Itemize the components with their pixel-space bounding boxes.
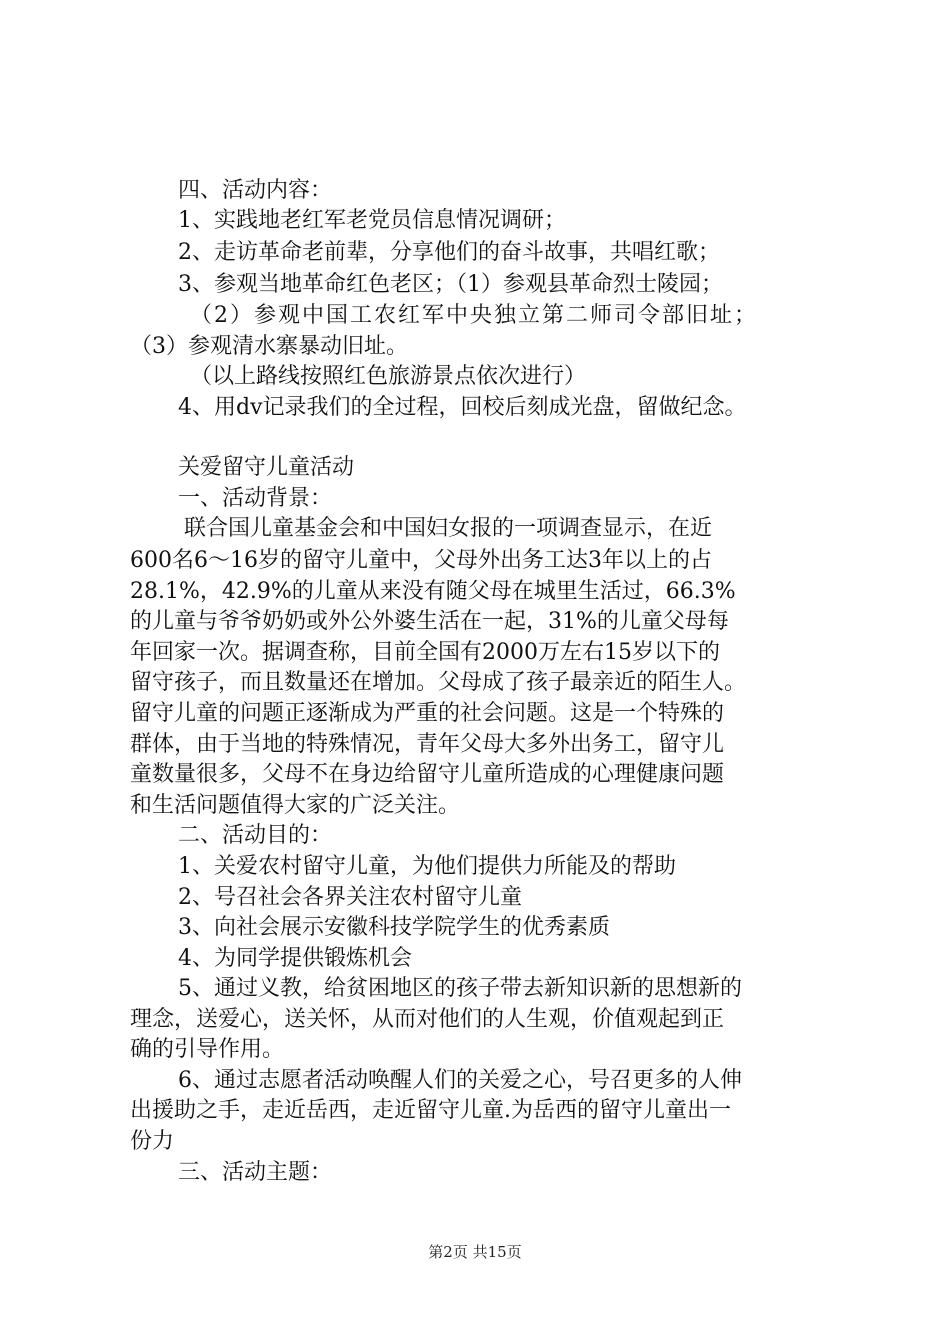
background-line: 的儿童与爷爷奶奶或外公外婆生活在一起，31%的儿童父母每 <box>130 609 729 634</box>
background-line: 群体，由于当地的特殊情况，青年父母大多外出务工，留守儿 <box>130 732 725 757</box>
page-footer: 第2页 共15页 <box>428 1243 522 1261</box>
purpose-line: 出援助之手，走近岳西，走近留守儿童.为岳西的留守儿童出一 <box>130 1098 731 1123</box>
background-line: 600名6～16岁的留守儿童中，父母外出务工达3年以上的占 <box>130 548 712 573</box>
purpose-line: 确的引导作用。 <box>130 1037 285 1062</box>
purpose-line: 份力 <box>130 1129 175 1154</box>
activity-item-3-sub-2: （2）参观中国工农红军中央独立第二师司令部旧址； <box>190 303 758 328</box>
purpose-line: 3、向社会展示安徽科技学院学生的优秀素质 <box>178 915 610 940</box>
activity-item-3: 3、参观当地革命红色老区；（1）参观县革命烈士陵园； <box>178 272 723 297</box>
activity-item-3-sub-3: （3）参观清水寨暴动旧址。 <box>130 334 408 359</box>
purpose-line: 5、通过义教，给贫困地区的孩子带去新知识新的思想新的 <box>178 976 742 1001</box>
purpose-line: 2、号召社会各界关注农村留守儿童 <box>178 885 522 910</box>
background-line: 年回家一次。据调查称，目前全国有2000万左右15岁以下的 <box>130 640 720 665</box>
background-line: 联合国儿童基金会和中国妇女报的一项调查显示，在近 <box>184 516 713 541</box>
section-heading-activity-content: 四、活动内容： <box>178 178 333 203</box>
purpose-line: 理念，送爱心，送关怀，从而对他们的人生观，价值观起到正 <box>130 1007 725 1032</box>
background-line: 留守孩子，而且数量还在增加。父母成了孩子最亲近的陌生人。 <box>130 670 747 695</box>
purpose-line: 6、通过志愿者活动唤醒人们的关爱之心，号召更多的人伸 <box>178 1068 742 1093</box>
background-line: 童数量很多，父母不在身边给留守儿童所造成的心理健康问题 <box>130 762 725 787</box>
background-line: 和生活问题值得大家的广泛关注。 <box>130 793 461 818</box>
purpose-line: 1、关爱农村留守儿童，为他们提供力所能及的帮助 <box>178 854 676 879</box>
activity-item-4: 4、用dv记录我们的全过程，回校后刻成光盘，留做纪念。 <box>178 395 747 420</box>
background-line: 28.1%，42.9%的儿童从来没有随父母在城里生活过，66.3% <box>130 579 736 604</box>
activity-item-2: 2、走访革命老前辈，分享他们的奋斗故事，共唱红歌； <box>178 240 720 265</box>
purpose-line: 4、为同学提供锻炼机会 <box>178 946 412 971</box>
purpose-heading: 二、活动目的： <box>178 823 333 848</box>
activity-title: 关爱留守儿童活动 <box>178 455 355 480</box>
activity-item-1: 1、实践地老红军老党员信息情况调研； <box>178 208 566 233</box>
background-line: 留守儿童的问题正逐渐成为严重的社会问题。这是一个特殊的 <box>130 701 725 726</box>
route-note: （以上路线按照红色旅游景点依次进行） <box>190 364 587 389</box>
theme-heading: 三、活动主题： <box>178 1160 333 1185</box>
background-heading: 一、活动背景： <box>178 486 333 511</box>
